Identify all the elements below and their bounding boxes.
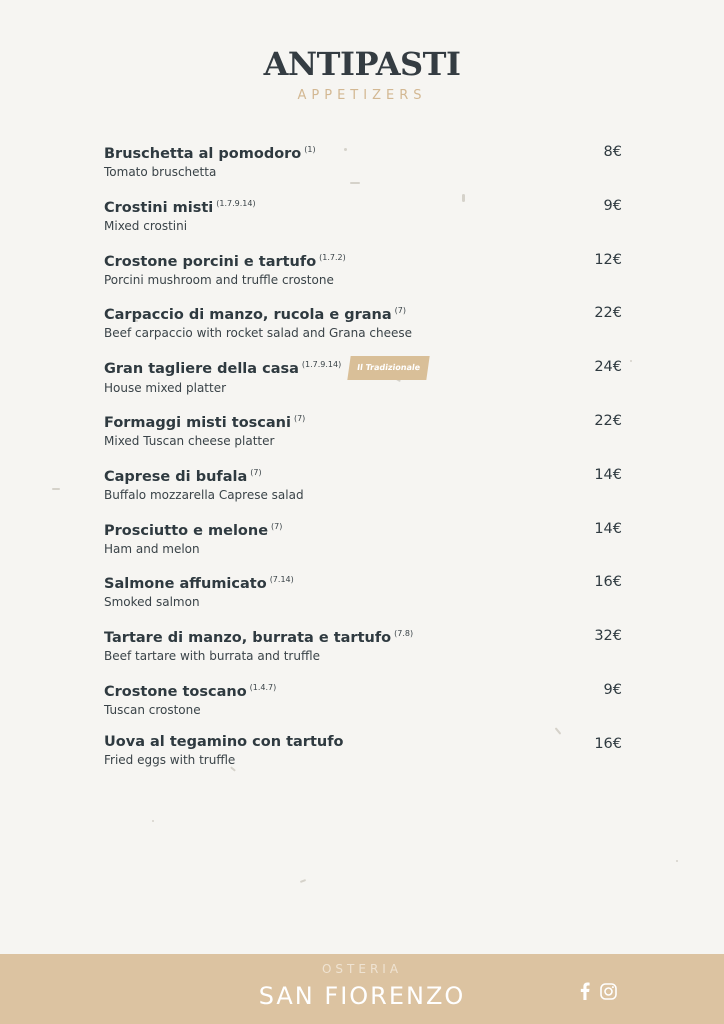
paper-speck [630,360,632,362]
menu-item-allergens: (7) [394,306,406,316]
menu-item-price: 9€ [603,197,622,214]
menu-item-name: Carpaccio di manzo, rucola e grana [104,307,392,324]
menu-item [104,624,624,678]
menu-item-title [104,624,624,648]
menu-item-title [104,301,624,325]
menu-item-name: Prosciutto e melone [104,522,269,539]
menu-item [104,463,624,517]
facebook-icon[interactable] [580,982,590,1000]
menu-item-description: House mixed platter [104,381,227,396]
menu-item-price: 22€ [594,412,622,429]
menu-item-title [104,140,624,164]
menu-item [104,570,624,624]
menu-item-price: 24€ [594,359,622,376]
menu-item-price: 14€ [594,520,622,537]
menu-item-description: Tuscan crostone [104,702,201,717]
menu-item-allergens: (7) [250,467,262,477]
menu-item-name: Gran tagliere della casa [104,361,299,378]
menu-item-price: 16€ [594,574,622,591]
page-title: ANTIPASTI [263,45,461,83]
menu-item-allergens: (7.14) [269,575,294,585]
menu-item-description: Beef carpaccio with rocket salad and Grana cheese [104,326,412,341]
menu-item-name: Caprese di bufala [104,468,248,485]
paper-speck [676,860,678,862]
menu-list [104,140,624,786]
menu-item [104,301,624,355]
menu-item [104,355,624,409]
menu-item-description: Buffalo mozzarella Caprese salad [104,487,304,502]
menu-item-title [104,570,624,594]
menu-item [104,732,624,786]
instagram-icon[interactable] [600,983,617,1000]
menu-item [104,409,624,463]
menu-item-allergens: (1.4.7) [249,682,277,692]
menu-item [104,140,624,194]
footer-brand-name: SAN FIORENZO [258,982,466,1010]
menu-item-title [104,517,624,541]
menu-item-name: Bruschetta al pomodoro [104,146,302,162]
menu-item-price: 12€ [594,251,622,268]
menu-item-title [104,678,624,702]
menu-item-description: Smoked salmon [104,595,200,610]
menu-item-allergens: (1.7.9.14) [216,198,256,208]
menu-item-allergens: (7) [271,521,283,531]
menu-item-description: Porcini mushroom and truffle crostone [104,272,334,287]
menu-item-title [104,463,624,487]
menu-item-price: 16€ [594,735,622,752]
menu-item [104,248,624,302]
menu-item-allergens: (7) [293,413,306,423]
menu-item-name: Crostone toscano [104,683,247,700]
social-links [580,982,617,1000]
menu-item-name: Salmone affumicato [104,576,267,593]
menu-item-title [104,409,624,433]
menu-item-title [104,194,624,218]
menu-item-price: 22€ [594,305,622,322]
menu-item [104,678,624,732]
menu-item-description: Mixed Tuscan cheese platter [104,433,275,448]
menu-item-allergens: (1.7.2) [319,252,346,262]
menu-item [104,194,624,248]
menu-item-description: Mixed crostini [104,218,188,233]
menu-item-title [104,248,624,272]
menu-item-price: 8€ [603,144,622,160]
menu-item-name: Uova al tegamino con tartufo [104,733,344,750]
menu-item [104,517,624,571]
paper-speck [52,488,60,490]
menu-item-price: 9€ [603,681,622,698]
menu-item-description: Beef tartare with burrata and truffle [104,649,320,664]
footer [0,954,724,1024]
menu-item-title [104,732,624,752]
menu-item-allergens: (7.8) [394,629,414,639]
menu-item-name: Crostone porcini e tartufo [104,253,317,270]
menu-item-description: Tomato bruschetta [104,165,217,179]
menu-item-name: Formaggi misti toscani [104,414,291,431]
menu-item-description: Ham and melon [104,541,200,556]
menu-item-name: Crostini misti [104,199,214,216]
menu-item-badge: Il Tradizionale [348,356,430,380]
paper-speck [300,879,306,883]
menu-item-allergens: (1) [304,145,316,154]
menu-item-name: Tartare di manzo, burrata e tartufo [104,630,392,647]
menu-item-price: 14€ [594,466,622,483]
footer-osteria-label: OSTERIA [321,962,403,976]
paper-speck [152,820,154,822]
page-subtitle: APPETIZERS [297,88,427,103]
menu-item-description: Fried eggs with truffle [104,752,236,767]
page-header [0,44,724,104]
menu-item-price: 32€ [594,628,622,645]
menu-item-allergens: (1.7.9.14) [301,360,342,370]
menu-item-title [104,355,624,380]
